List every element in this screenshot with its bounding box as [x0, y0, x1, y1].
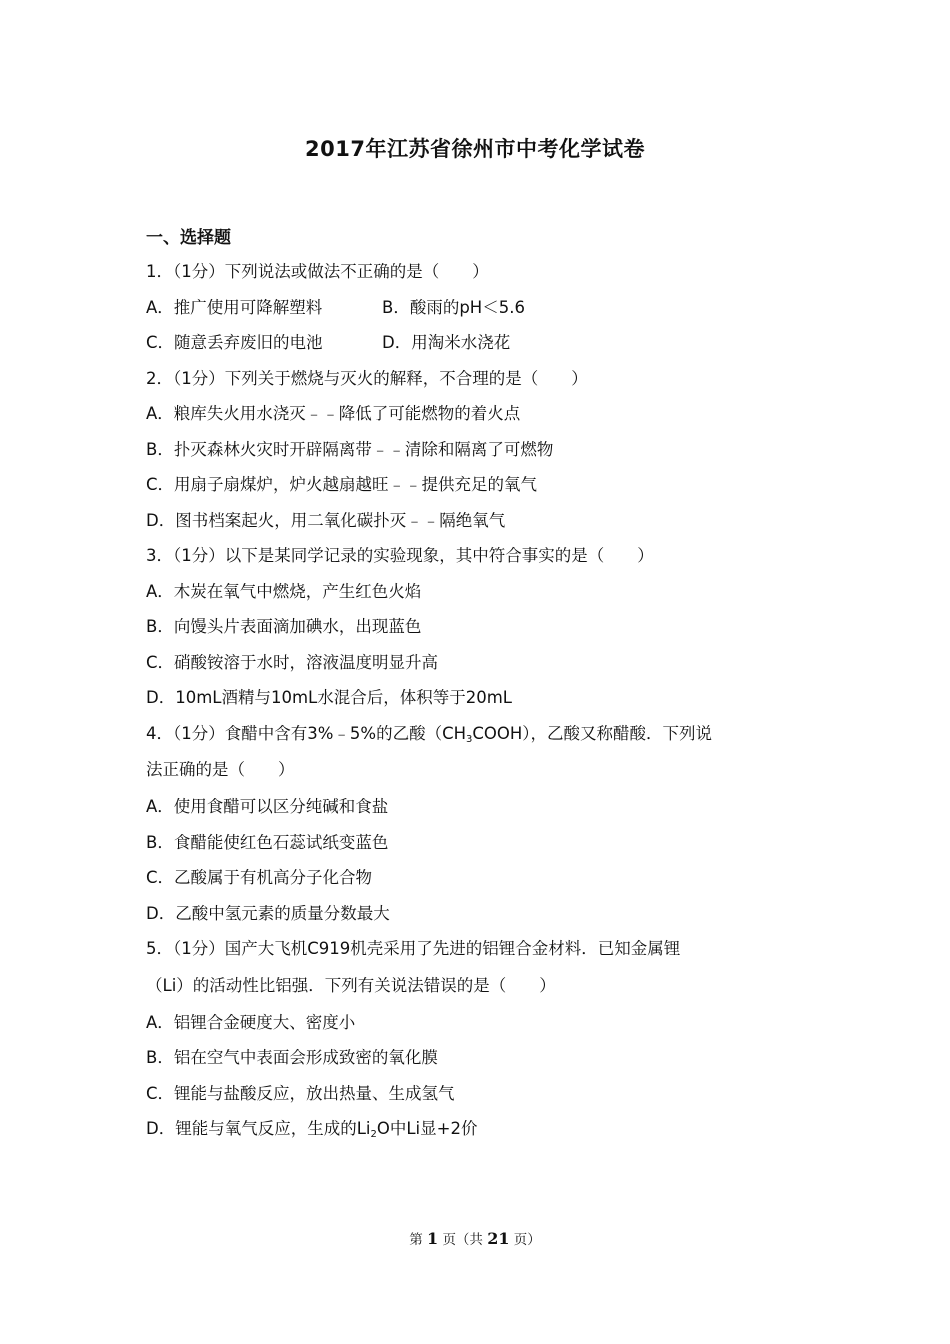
question-4-option-b: B．食醋能使红色石蕊试纸变蓝色 [146, 832, 389, 852]
question-4-stem-continuation: 法正确的是（ ） [146, 760, 295, 779]
question-1-options-row-2 [146, 325, 816, 361]
question-5-option-d [146, 1111, 816, 1147]
page-title: 2017年江苏省徐州市中考化学试卷 [305, 137, 645, 161]
question-3-stem: 3．（1分）以下是某同学记录的实验现象，其中符合事实的是（ ） [146, 546, 654, 565]
question-2-stem: 2．（1分）下列关于燃烧与灭火的解释，不合理的是（ ） [146, 368, 588, 388]
question-2-option-c: C．用扇子扇煤炉，炉火越扇越旺﹣﹣提供充足的氧气 [146, 475, 538, 494]
question-5-option-c: C．锂能与盐酸反应，放出热量、生成氢气 [146, 1083, 455, 1103]
section-heading: 一、选择题 [146, 228, 231, 248]
question-5-option-b: B．铝在空气中表面会形成致密的氧化膜 [146, 1048, 438, 1067]
page-footer [0, 1228, 950, 1248]
question-2-option-b: B．扑灭森林火灾时开辟隔离带﹣﹣清除和隔离了可燃物 [146, 439, 554, 459]
question-4-option-c: C．乙酸属于有机高分子化合物 [146, 868, 373, 887]
question-4-stem-part-a: 4．（1分）食醋中含有3%﹣5%的乙酸（CH [146, 723, 467, 743]
question-4-stem [146, 716, 816, 752]
footer-page-number: 1 [427, 1229, 439, 1248]
question-3-option-c: C．硝酸铵溶于水时，溶液温度明显升高 [146, 652, 439, 672]
question-4-stem-subscript: 3 [466, 733, 473, 745]
footer-middle: 页（共 [442, 1232, 483, 1248]
question-5-option-d-part-a: D．锂能与氧气反应，生成的Li [146, 1119, 371, 1138]
footer-total-pages: 21 [487, 1229, 510, 1248]
footer-suffix: 页） [513, 1232, 541, 1248]
question-4-stem-part-b: COOH），乙酸又称醋酸．下列说 [472, 723, 713, 743]
question-5-option-d-subscript: 2 [370, 1129, 377, 1140]
question-5-stem: 5．（1分）国产大飞机C919机壳采用了先进的铝锂合金材料．已知金属锂 [146, 939, 681, 958]
footer-prefix: 第 [409, 1232, 423, 1248]
question-2-option-d: D．图书档案起火，用二氧化碳扑灭﹣﹣隔绝氧气 [146, 510, 506, 530]
question-3-option-d: D．10mL酒精与10mL水混合后，体积等于20mL [146, 688, 512, 707]
question-1-option-a: A．推广使用可降解塑料 [146, 297, 323, 317]
question-1-stem: 1．（1分）下列说法或做法不正确的是（ ） [146, 262, 489, 281]
question-4-option-a: A．使用食醋可以区分纯碱和食盐 [146, 797, 389, 816]
question-5-stem-continuation: （Li）的活动性比铝强．下列有关说法错误的是（ ） [146, 975, 556, 995]
question-list [146, 254, 816, 1147]
question-1-option-b: B．酸雨的pH＜5.6 [382, 297, 525, 317]
question-3-option-a: A．木炭在氧气中燃烧，产生红色火焰 [146, 581, 422, 601]
question-2-option-a: A．粮库失火用水浇灭﹣﹣降低了可能燃物的着火点 [146, 404, 521, 423]
question-1-option-c: C．随意丢弃废旧的电池 [146, 333, 323, 352]
question-1-options-row-1 [146, 290, 816, 326]
question-1-option-d: D．用淘米水浇花 [382, 333, 511, 352]
question-4-option-d: D．乙酸中氢元素的质量分数最大 [146, 903, 390, 923]
question-5-option-a: A．铝锂合金硬度大、密度小 [146, 1012, 356, 1032]
question-5-option-d-part-b: O中Li显+2价 [376, 1119, 478, 1138]
question-3-option-b: B．向馒头片表面滴加碘水，出现蓝色 [146, 617, 422, 636]
